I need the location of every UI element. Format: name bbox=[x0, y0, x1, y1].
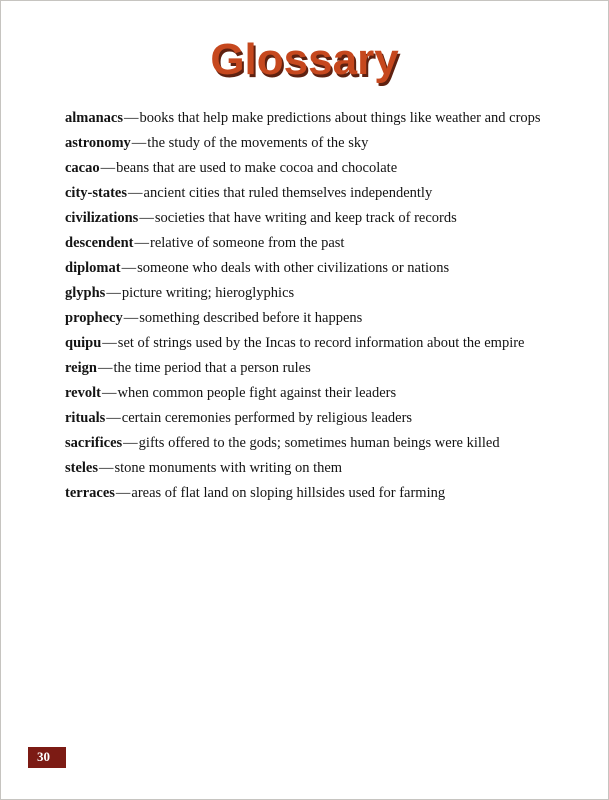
glossary-definition: someone who deals with other civilizations or nations bbox=[137, 260, 450, 276]
glossary-definition: ancient cities that ruled themselves independently bbox=[143, 185, 433, 201]
glossary-term: cacao bbox=[65, 160, 100, 176]
glossary-definition: set of strings used by the Incas to record information about the empire bbox=[117, 335, 525, 351]
glossary-entry bbox=[65, 311, 572, 326]
glossary-definition: the study of the movements of the sky bbox=[147, 135, 369, 151]
glossary-term: prophecy bbox=[65, 310, 123, 326]
glossary-entry bbox=[65, 461, 572, 476]
glossary-entry bbox=[65, 186, 572, 201]
glossary-entry bbox=[65, 361, 572, 376]
glossary-entry bbox=[65, 211, 572, 226]
term-separator: — bbox=[100, 160, 116, 176]
glossary-term: almanacs bbox=[65, 110, 123, 126]
glossary-definition: certain ceremonies performed by religious leaders bbox=[121, 410, 413, 426]
glossary-definition: when common people fight against their leaders bbox=[117, 385, 397, 401]
glossary-entry bbox=[65, 486, 572, 501]
glossary-definition: areas of flat land on sloping hillsides used for farming bbox=[131, 485, 446, 501]
glossary-entry bbox=[65, 261, 572, 276]
glossary-entry bbox=[65, 436, 572, 451]
page-title: Glossary bbox=[210, 35, 399, 84]
glossary-term: reign bbox=[65, 360, 97, 376]
glossary-entry bbox=[65, 111, 572, 126]
term-separator: — bbox=[106, 285, 121, 301]
glossary-term: diplomat bbox=[65, 260, 121, 276]
term-separator: — bbox=[123, 310, 139, 326]
glossary-term: rituals bbox=[65, 410, 106, 426]
term-separator: — bbox=[121, 260, 137, 276]
glossary-term: steles bbox=[65, 460, 99, 476]
glossary-term: city-states bbox=[65, 185, 128, 201]
page-number: 30 bbox=[28, 747, 66, 768]
glossary-term: revolt bbox=[65, 385, 101, 401]
term-separator: — bbox=[139, 210, 154, 226]
term-separator: — bbox=[134, 235, 149, 251]
glossary-term: glyphs bbox=[65, 285, 106, 301]
glossary-definition: stone monuments with writing on them bbox=[114, 460, 343, 476]
term-separator: — bbox=[106, 410, 121, 426]
term-separator: — bbox=[131, 135, 147, 151]
glossary-definition: beans that are used to make cocoa and chocolate bbox=[116, 160, 398, 176]
term-separator: — bbox=[123, 435, 138, 451]
glossary-entry bbox=[65, 386, 572, 401]
term-separator: — bbox=[128, 185, 143, 201]
term-separator: — bbox=[97, 360, 113, 376]
glossary-definition: the time period that a person rules bbox=[113, 360, 311, 376]
glossary-definition: something described before it happens bbox=[139, 310, 363, 326]
title-wrap bbox=[1, 1, 608, 85]
glossary-definition: societies that have writing and keep track of records bbox=[154, 210, 457, 226]
term-separator: — bbox=[124, 110, 139, 126]
glossary-definition: picture writing; hieroglyphics bbox=[121, 285, 295, 301]
term-separator: — bbox=[99, 460, 114, 476]
term-separator: — bbox=[102, 335, 117, 351]
glossary-term: sacrifices bbox=[65, 435, 123, 451]
glossary-term: astronomy bbox=[65, 135, 131, 151]
glossary-term: quipu bbox=[65, 335, 102, 351]
glossary-term: civilizations bbox=[65, 210, 139, 226]
glossary-term: descendent bbox=[65, 235, 134, 251]
glossary-definition: relative of someone from the past bbox=[149, 235, 345, 251]
term-separator: — bbox=[115, 485, 131, 501]
glossary-term: terraces bbox=[65, 485, 115, 501]
glossary-entry bbox=[65, 161, 572, 176]
glossary-definition: gifts offered to the gods; sometimes human beings were killed bbox=[138, 435, 500, 451]
glossary-entry bbox=[65, 286, 572, 301]
glossary-entry bbox=[65, 136, 572, 151]
glossary-list bbox=[65, 111, 572, 501]
term-separator: — bbox=[101, 385, 117, 401]
glossary-entry bbox=[65, 411, 572, 426]
glossary-definition: books that help make predictions about things like weather and crops bbox=[139, 110, 541, 126]
glossary-entry bbox=[65, 336, 572, 351]
glossary-entry bbox=[65, 236, 572, 251]
